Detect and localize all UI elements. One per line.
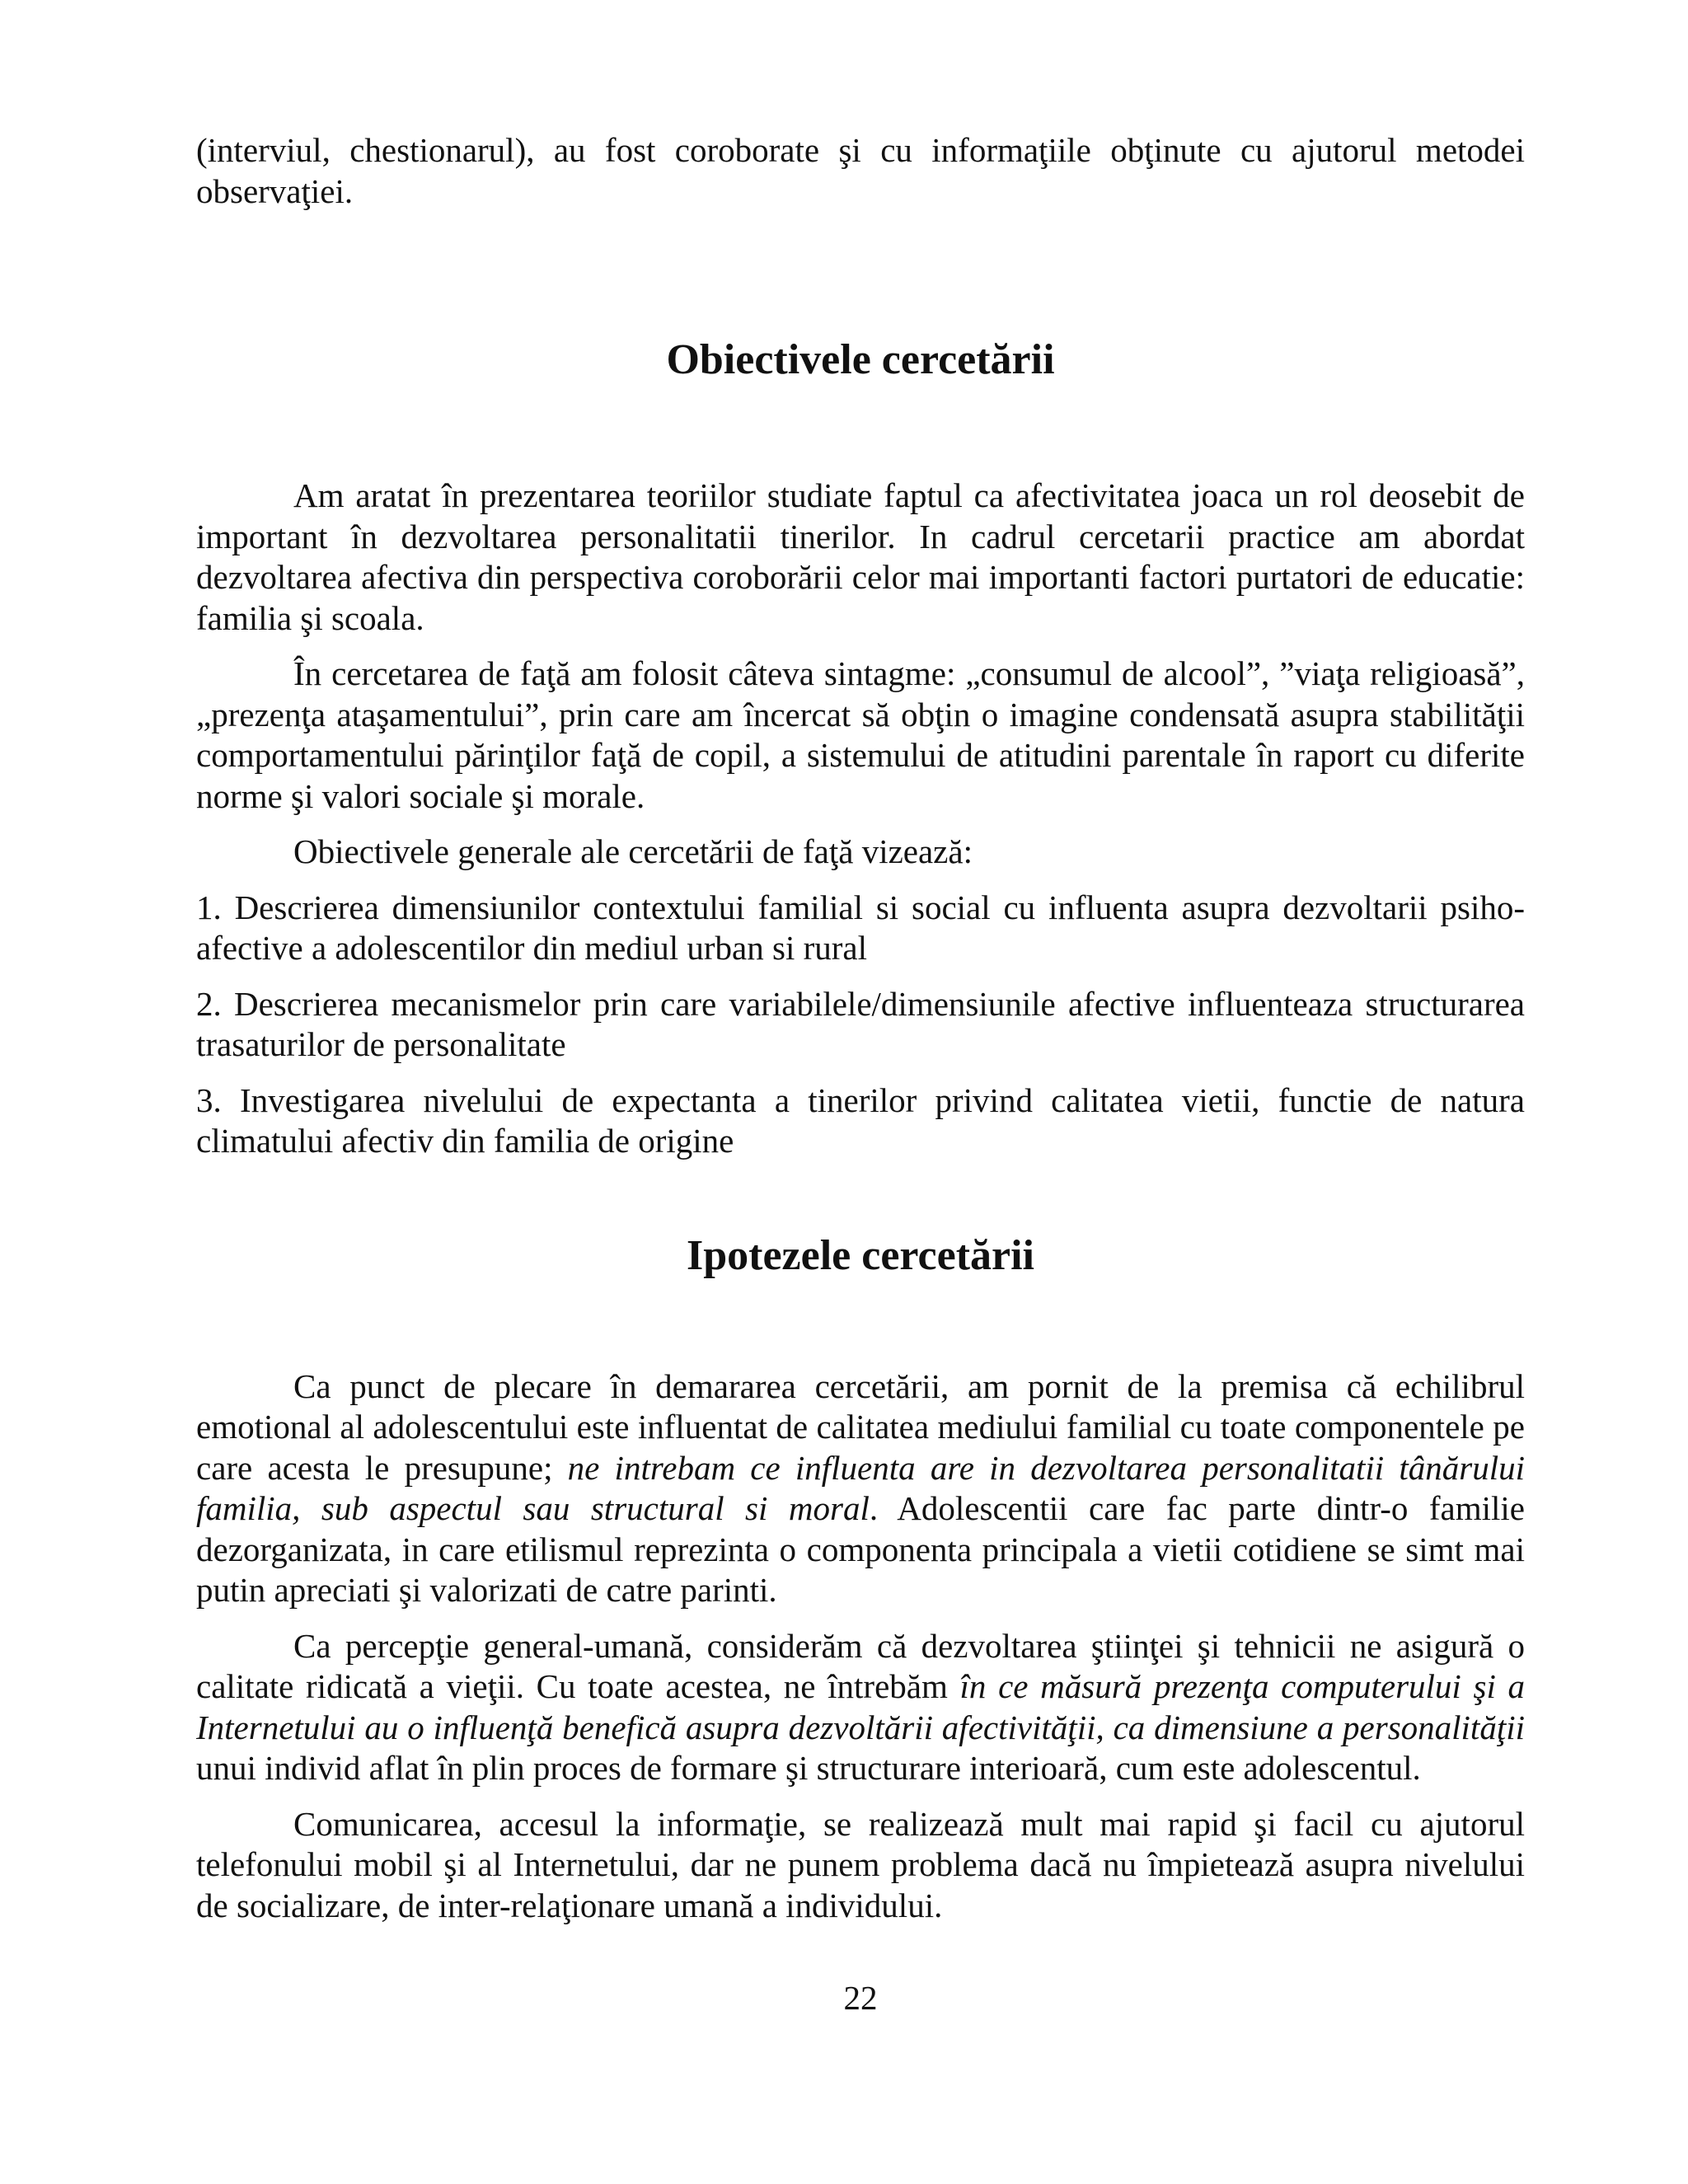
section-heading-objectives: Obiectivele cercetării [666, 336, 1055, 383]
section-heading-hypotheses: Ipotezele cercetării [687, 1231, 1034, 1279]
objective-item-1: 1. Descrierea dimensiunilor contextului familial si social cu influenta asupra dezvoltarii psiho-afective a adolescentilor din mediul urban si rural [196, 888, 1525, 967]
hypotheses-paragraph-1-italic: ne intrebam ce influenta are in dezvoltarea personalitatii tânărului familia, sub aspectul sau structural si moral [196, 1448, 1525, 1527]
hypotheses-paragraph-1-text: Ca punct de plecare în demararea cercetării, am pornit de la premisa că echilibrul emotional al adolescentului este influentat de calitatea mediului familial cu toate componentele pe care acesta le presupune; [196, 1366, 1525, 1487]
hypotheses-paragraph-1-text-end: . Adolescentii care fac parte dintr-o familie dezorganizata, in care etilismul reprezinta o componenta principala a vietii cotidiene se simt mai putin apreciati şi valorizati de catre parinti. [196, 1489, 1525, 1609]
hypotheses-paragraph-2-text: Ca percepţie general-umană, considerăm că dezvoltarea ştiinţei şi tehnicii ne asigură o calitate ridicată a vieţii. Cu toate acestea, ne întrebăm [196, 1626, 1525, 1705]
intro-paragraph: (interviul, chestionarul), au fost coroborate şi cu informaţiile obţinute cu ajutorul metodei observaţiei. [196, 131, 1525, 210]
hypotheses-paragraph-1 [196, 1366, 1525, 1611]
objectives-intro-line: Obiectivele generale ale cercetării de faţă vizează: [293, 832, 973, 870]
hypotheses-paragraph-2-text-end: unui individ aflat în plin proces de formare şi structurare interioară, cum este adolescentul. [196, 1749, 1421, 1787]
objective-item-3: 3. Investigarea nivelului de expectanta a tinerilor privind calitatea vietii, functie de natura climatului afectiv din familia de origine [196, 1080, 1525, 1160]
hypotheses-paragraph-2 [196, 1626, 1525, 1789]
objectives-paragraph-2: În cercetarea de faţă am folosit câteva sintagme: „consumul de alcool”, ”viaţa religioasă”, „prezenţa ataşamentului”, prin care am încercat să obţin o imagine condensată asupra stabilităţii comportamentului părinţilor faţă de copil, a sistemului de atitudini parentale în raport cu diferite norme şi valori sociale şi morale. [196, 654, 1525, 815]
page-number: 22 [843, 1979, 878, 2017]
objectives-paragraph-1: Am aratat în prezentarea teoriilor studiate faptul ca afectivitatea joaca un rol deosebit de important în dezvoltarea personalitatii tinerilor. In cadrul cercetarii practice am abordat dezvoltarea afectiva din perspectiva coroborării celor mai importanti factori purtatori de educatie: familia şi scoala. [196, 476, 1525, 637]
hypotheses-paragraph-3: Comunicarea, accesul la informaţie, se realizează mult mai rapid şi facil cu ajutorul telefonului mobil şi al Internetului, dar ne punem problema dacă nu împietează asupra nivelului de socializare, de inter-relaţionare umană a individului. [196, 1804, 1525, 1924]
document-page [196, 130, 1525, 1926]
objective-item-2: 2. Descrierea mecanismelor prin care variabilele/dimensiunile afective influenteaza structurarea trasaturilor de personalitate [196, 984, 1525, 1063]
hypotheses-paragraph-2-italic: în ce măsură prezenţa computerului şi a Internetului au o influenţă benefică asupra dezvoltării afectivităţii, ca dimensiune a personalităţii [196, 1667, 1526, 1746]
